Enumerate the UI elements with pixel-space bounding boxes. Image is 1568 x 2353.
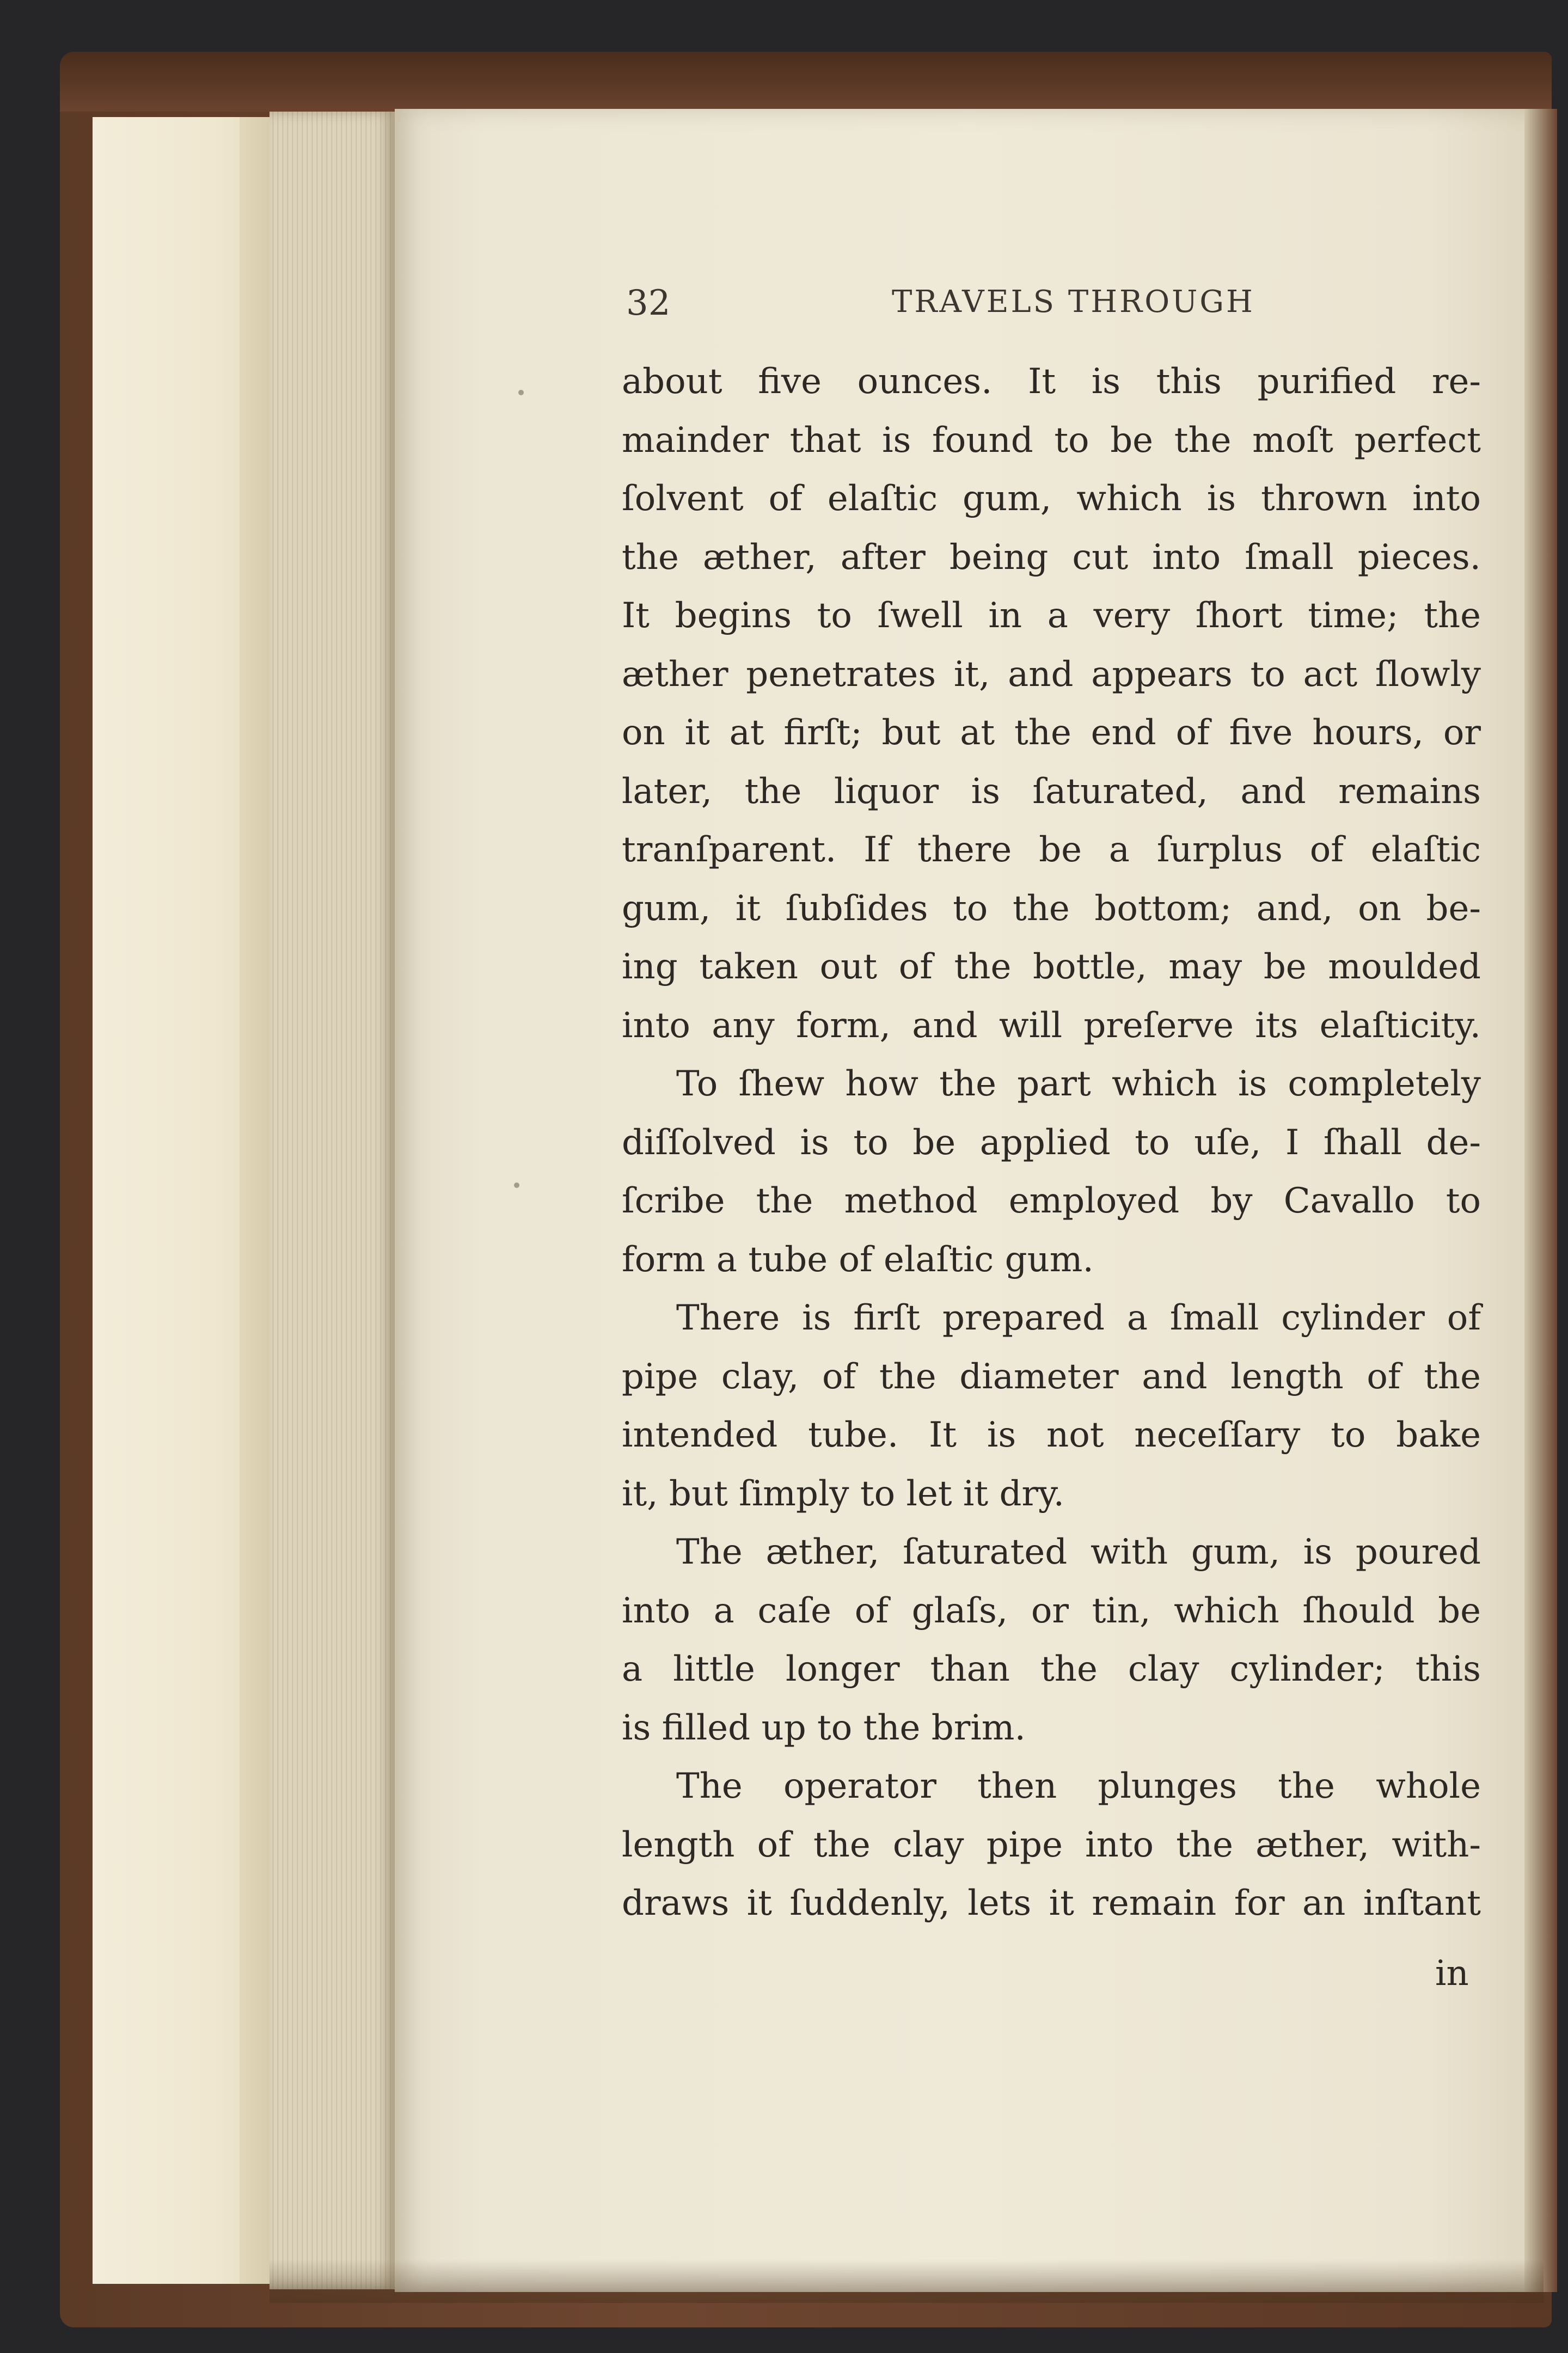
page-header: [626, 283, 1568, 332]
text-line: æther penetrates it, and appears to act ſlowly: [622, 654, 1481, 695]
ink-speck: [514, 1182, 519, 1188]
running-head: TRAVELS THROUGH: [892, 284, 1255, 320]
text-line: There is firſt prepared a ſmall cylinder of: [676, 1298, 1481, 1338]
ink-speck: [518, 390, 524, 395]
text-line: diſſolved is to be applied to uſe, I ſhall de-: [622, 1122, 1481, 1163]
text-line: gum, it ſubſides to the bottom; and, on be-: [622, 888, 1481, 929]
text-line: pipe clay, of the diameter and length of the: [622, 1356, 1481, 1397]
text-line: It begins to ſwell in a very ſhort time; the: [622, 596, 1481, 636]
right-page-edge: [1524, 109, 1557, 2292]
page-number: 32: [626, 283, 671, 323]
page-edges: [270, 112, 395, 2289]
text-line: form a tube of elaſtic gum.: [622, 1239, 1094, 1280]
text-line: about five ounces. It is this purified re-: [622, 361, 1481, 402]
text-line: ing taken out of the bottle, may be moulded: [622, 947, 1481, 987]
catchword: in: [1435, 1953, 1469, 1994]
text-line: The æther, ſaturated with gum, is poured: [676, 1532, 1481, 1572]
text-line: on it at firſt; but at the end of five hours, or: [622, 713, 1481, 753]
text-line: later, the liquor is ſaturated, and remains: [622, 771, 1481, 812]
body-text: [622, 353, 1481, 1933]
cover-top-edge: [60, 52, 1552, 112]
text-line: ſolvent of elaſtic gum, which is thrown into: [622, 479, 1481, 519]
text-line: the æther, after being cut into ſmall pieces.: [622, 537, 1481, 578]
text-line: it, but ſimply to let it dry.: [622, 1473, 1064, 1514]
text-line: into any form, and will preſerve its elaſticity.: [622, 1005, 1481, 1046]
text-line: length of the clay pipe into the æther, with-: [622, 1824, 1481, 1865]
endpaper-edge: [240, 117, 270, 2284]
text-line: To ſhew how the part which is completely: [676, 1064, 1481, 1104]
text-line: into a caſe of glaſs, or tin, which ſhould be: [622, 1590, 1481, 1631]
text-line: a little longer than the clay cylinder; this: [622, 1649, 1481, 1689]
text-line: mainder that is found to be the moſt perfect: [622, 420, 1481, 461]
text-line: ſcribe the method employed by Cavallo to: [622, 1181, 1481, 1221]
text-line: The operator then plunges the whole: [676, 1766, 1481, 1806]
bottom-shadow: [270, 2259, 1543, 2303]
text-line: tranſparent. If there be a ſurplus of elaſtic: [622, 830, 1481, 870]
text-line: intended tube. It is not neceſſary to bake: [622, 1415, 1481, 1455]
text-line: is filled up to the brim.: [622, 1707, 1026, 1748]
text-line: draws it ſuddenly, lets it remain for an inſtant: [622, 1883, 1481, 1923]
